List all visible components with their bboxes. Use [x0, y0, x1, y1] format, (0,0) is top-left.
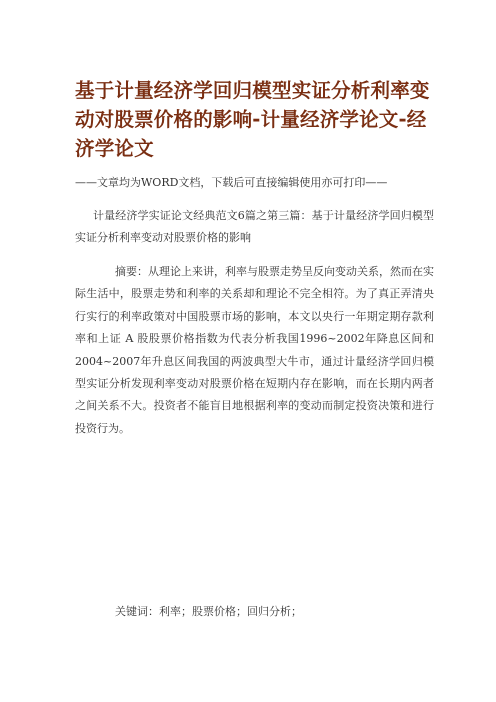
intro-paragraph: 计量经济学实证论文经典范文6篇之第三篇：基于计量经济学回归模型实证分析利率变动对股票价格的影响: [75, 209, 434, 245]
keywords-line: 关键词：利率；股票价格；回归分析；: [115, 605, 302, 618]
abstract-paragraph: 摘要：从理论上来讲，利率与股票走势呈反向变动关系，然而在实际生活中，股票走势和利率的关系却和理论不完全相符。为了真正弄清央行实行的利率政策对中国股票市场的影响，本文以央行一年期定期存款利率和上证 A 股股票价格指数为代表分析我国1996~2002年降息区间和2004~2007年升息区间我国的两波典型大牛市，通过计量经济学回归模型实证分析发现利率变动对股票价格在短期内存在影响，而在长期内两者之间关系不大。投资者不能盲目地根据利率的变动而制定投资决策和进行投资行为。: [75, 265, 434, 435]
document-title: 基于计量经济学回归模型实证分析利率变动对股票价格的影响-计量经济学论文-经济学论文: [75, 79, 430, 160]
document-subtitle: ——文章均为WORD文档，下载后可直接编辑使用亦可打印——: [75, 176, 388, 189]
